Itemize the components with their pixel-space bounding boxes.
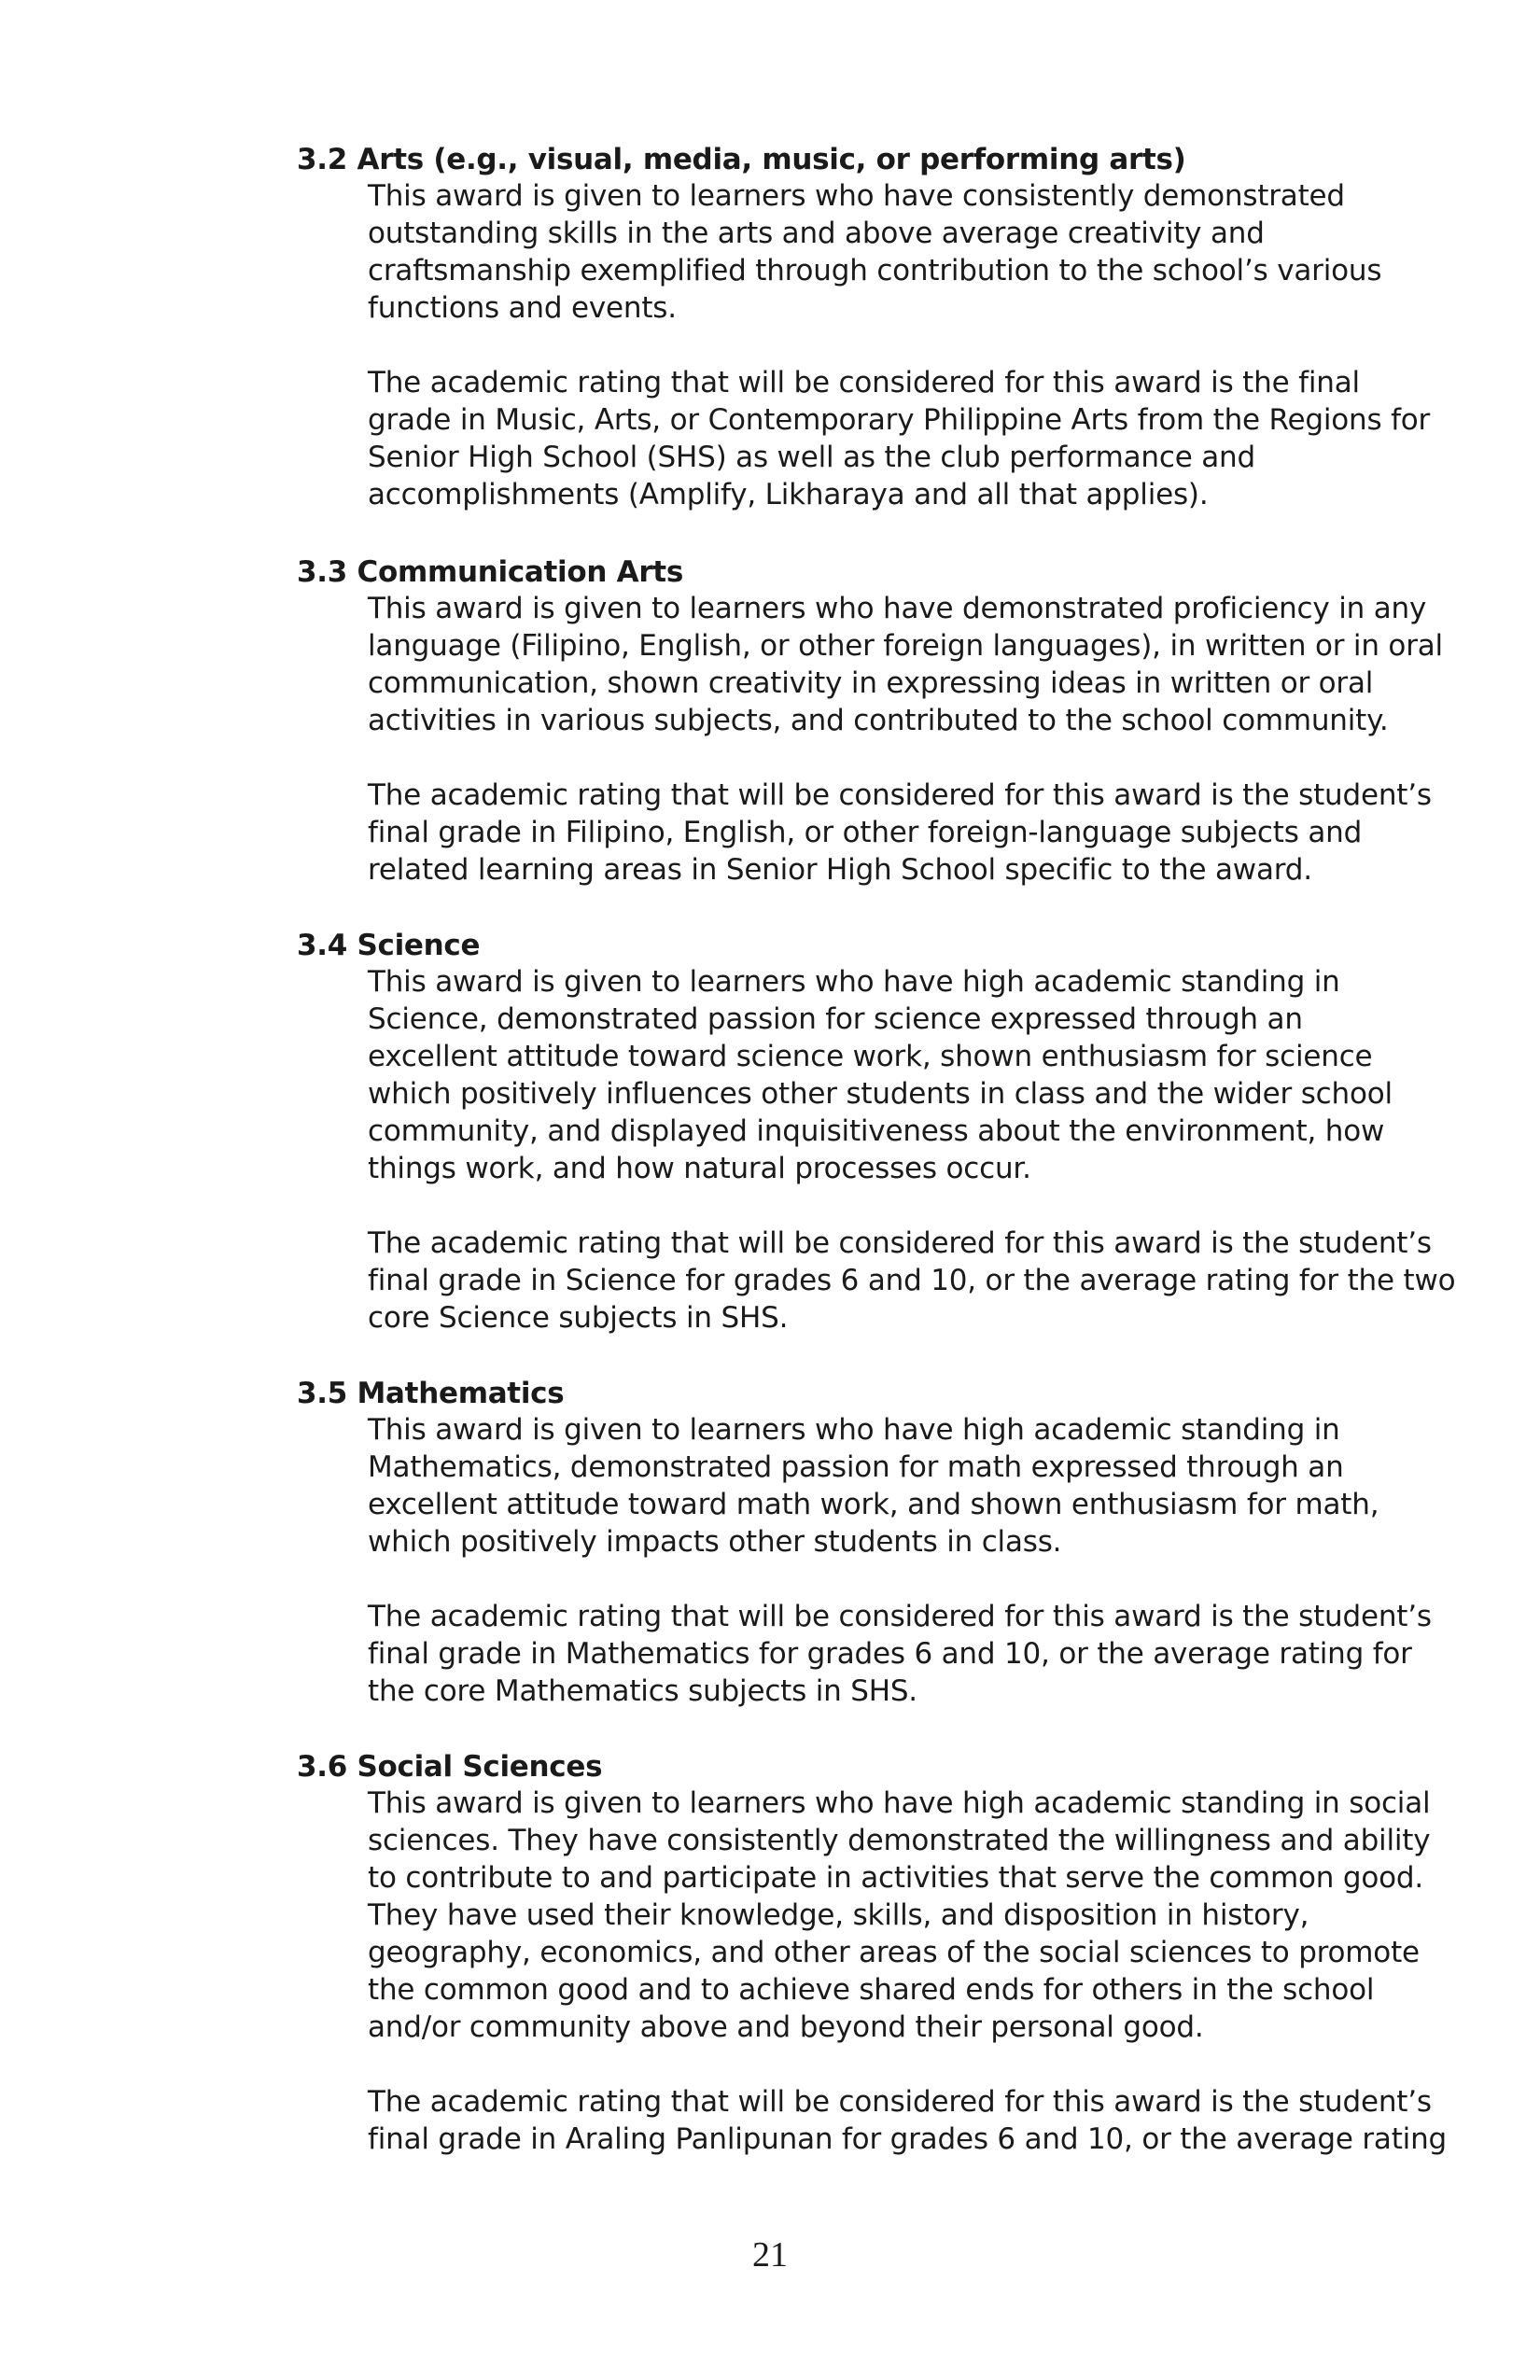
section-mathematics	[297, 1376, 1445, 1710]
section-heading: 3.4 Science	[297, 929, 481, 962]
text-line: The academic rating that will be considered for this award is the student’s	[368, 2085, 1432, 2119]
paragraph	[368, 1598, 1450, 1710]
text-line: the core Mathematics subjects in SHS.	[368, 1674, 917, 1708]
paragraph	[368, 590, 1450, 739]
section-heading: 3.5 Mathematics	[297, 1377, 565, 1410]
text-line: final grade in Filipino, English, or other foreign-language subjects and	[368, 816, 1363, 849]
text-line: The academic rating that will be considered for this award is the student’s	[368, 1600, 1432, 1633]
text-line: excellent attitude toward science work, shown enthusiasm for science	[368, 1040, 1373, 1073]
section-heading: 3.6 Social Sciences	[297, 1750, 603, 1784]
text-line: This award is given to learners who have high academic standing in social	[368, 1786, 1431, 1820]
section-heading: 3.2 Arts (e.g., visual, media, music, or performing arts)	[297, 143, 1186, 176]
paragraph	[368, 2083, 1450, 2158]
text-line: sciences. They have consistently demonstrated the willingness and ability	[368, 1824, 1431, 1857]
text-line: craftsmanship exemplified through contribution to the school’s various	[368, 254, 1382, 287]
text-line: language (Filipino, English, or other foreign languages), in written or in oral	[368, 629, 1443, 663]
text-line: This award is given to learners who have high academic standing in	[368, 1413, 1340, 1447]
text-line: core Science subjects in SHS.	[368, 1301, 789, 1335]
section-science	[297, 928, 1456, 1337]
text-line: related learning areas in Senior High School specific to the award.	[368, 853, 1312, 887]
text-line: geography, economics, and other areas of the social sciences to promote	[368, 1936, 1420, 1969]
text-line: accomplishments (Amplify, Likharaya and all that applies).	[368, 478, 1209, 511]
text-line: Mathematics, demonstrated passion for math expressed through an	[368, 1450, 1344, 1484]
text-line: which positively influences other students in class and the wider school	[368, 1077, 1393, 1111]
text-line: They have used their knowledge, skills, and disposition in history,	[368, 1898, 1309, 1932]
text-line: final grade in Mathematics for grades 6 and 10, or the average rating for	[368, 1637, 1412, 1671]
paragraph	[368, 177, 1450, 327]
text-line: and/or community above and beyond their personal good.	[368, 2010, 1204, 2044]
paragraph	[368, 963, 1450, 1187]
text-line: Science, demonstrated passion for science expressed through an	[368, 1002, 1303, 1036]
text-line: the common good and to achieve shared ends for others in the school	[368, 1973, 1375, 2007]
text-line: outstanding skills in the arts and above average creativity and	[368, 217, 1265, 250]
paragraph	[368, 1785, 1450, 2046]
text-line: things work, and how natural processes occur.	[368, 1152, 1031, 1185]
text-line: which positively impacts other students in class.	[368, 1525, 1062, 1559]
text-line: The academic rating that will be considered for this award is the final	[368, 366, 1360, 399]
text-line: functions and events.	[368, 291, 677, 325]
text-line: The academic rating that will be considered for this award is the student’s	[368, 778, 1432, 812]
text-line: This award is given to learners who have demonstrated proficiency in any	[368, 592, 1427, 625]
paragraph	[368, 777, 1450, 889]
text-line: The academic rating that will be considered for this award is the student’s	[368, 1226, 1432, 1260]
paragraph	[368, 1225, 1456, 1337]
text-line: activities in various subjects, and contributed to the school community.	[368, 704, 1389, 737]
text-line: This award is given to learners who have high academic standing in	[368, 965, 1340, 999]
text-line: Senior High School (SHS) as well as the club performance and	[368, 441, 1255, 474]
text-line: excellent attitude toward math work, and shown enthusiasm for math,	[368, 1488, 1379, 1521]
section-heading: 3.3 Communication Arts	[297, 555, 683, 589]
text-line: This award is given to learners who have consistently demonstrated	[368, 179, 1345, 213]
text-line: final grade in Araling Panlipunan for grades 6 and 10, or the average rating	[368, 2122, 1448, 2156]
text-line: grade in Music, Arts, or Contemporary Philippine Arts from the Regions for	[368, 403, 1431, 437]
text-line: to contribute to and participate in activities that serve the common good.	[368, 1861, 1424, 1895]
paragraph	[368, 364, 1450, 513]
section-arts	[297, 142, 1445, 513]
paragraph	[368, 1411, 1450, 1561]
text-line: final grade in Science for grades 6 and 10, or the average rating for the two	[368, 1264, 1456, 1297]
text-line: community, and displayed inquisitiveness about the environment, how	[368, 1114, 1385, 1148]
section-communication-arts	[297, 554, 1445, 889]
page-number: 21	[752, 2235, 788, 2275]
text-line: communication, shown creativity in expressing ideas in written or oral	[368, 666, 1374, 700]
section-social-sciences	[297, 1749, 1448, 2158]
